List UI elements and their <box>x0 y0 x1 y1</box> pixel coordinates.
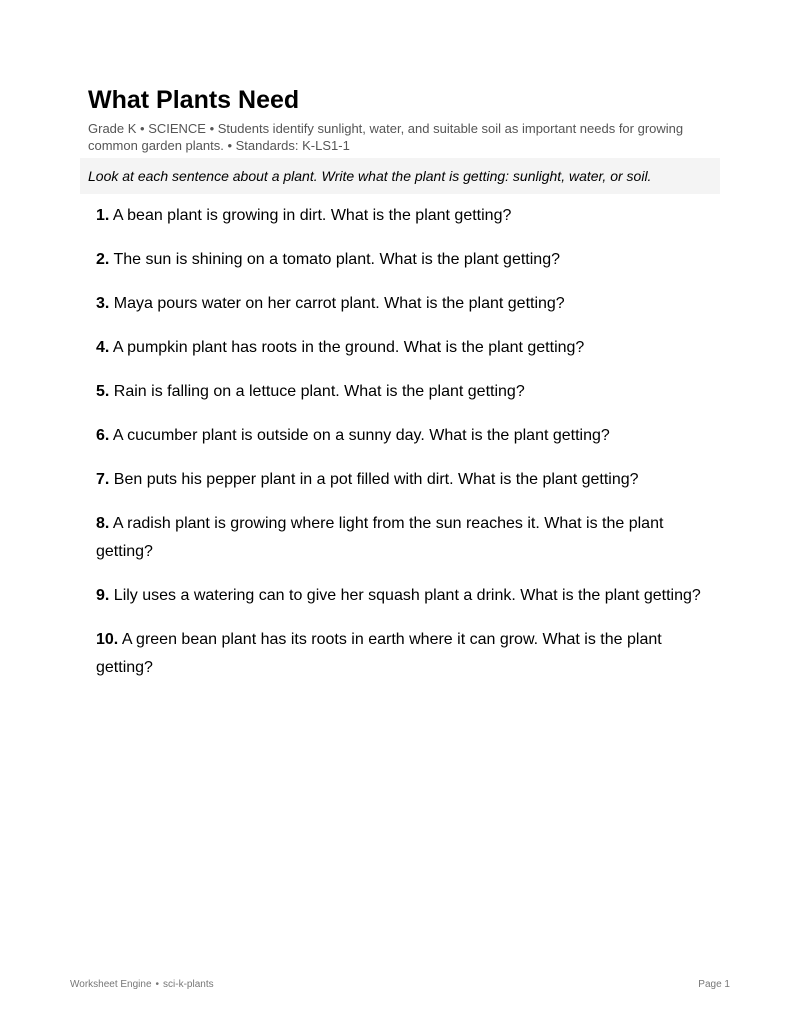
question-number: 1. <box>96 207 110 224</box>
question-number: 9. <box>96 587 110 604</box>
footer-worksheet-id: sci-k-plants <box>163 979 214 990</box>
footer-engine: Worksheet Engine <box>70 979 152 990</box>
instructions-text: Look at each sentence about a plant. Write what the plant is getting: sunlight, water, or soil. <box>88 168 652 184</box>
question-item <box>96 626 721 682</box>
question-text: A bean plant is growing in dirt. What is the plant getting? <box>112 207 512 224</box>
question-item <box>96 582 721 610</box>
question-text: The sun is shining on a tomato plant. What is the plant getting? <box>113 251 560 268</box>
question-number: 10. <box>96 631 119 648</box>
question-number: 5. <box>96 383 110 400</box>
question-text: Rain is falling on a lettuce plant. What is the plant getting? <box>113 383 525 400</box>
question-text: A green bean plant has its roots in earth where it can grow. What is the plant getting? <box>96 631 662 676</box>
question-number: 3. <box>96 295 110 312</box>
question-text: A radish plant is growing where light from the sun reaches it. What is the plant getting? <box>96 515 664 560</box>
question-text: Ben puts his pepper plant in a pot filled with dirt. What is the plant getting? <box>113 471 639 488</box>
question-number: 2. <box>96 251 110 268</box>
question-text: Lily uses a watering can to give her squash plant a drink. What is the plant getting? <box>113 587 701 604</box>
page-title: What Plants Need <box>88 86 300 114</box>
question-item <box>96 510 721 566</box>
question-item <box>96 334 721 362</box>
question-number: 8. <box>96 515 110 532</box>
worksheet-subtitle: Grade K • SCIENCE • Students identify sunlight, water, and suitable soil as important needs for growing common garden plants. • Standards: K-LS1-1 <box>88 121 684 153</box>
instructions-box <box>80 158 720 194</box>
question-item <box>96 290 721 318</box>
question-list <box>96 202 721 698</box>
question-number: 7. <box>96 471 110 488</box>
question-text: A cucumber plant is outside on a sunny day. What is the plant getting? <box>112 427 610 444</box>
question-item <box>96 422 721 450</box>
question-item <box>96 378 721 406</box>
footer-separator: • <box>155 979 160 990</box>
question-item <box>96 202 721 230</box>
question-number: 4. <box>96 339 110 356</box>
question-text: A pumpkin plant has roots in the ground. What is the plant getting? <box>112 339 585 356</box>
question-item <box>96 466 721 494</box>
question-text: Maya pours water on her carrot plant. What is the plant getting? <box>113 295 565 312</box>
footer-source <box>70 978 214 991</box>
question-number: 6. <box>96 427 110 444</box>
question-item <box>96 246 721 274</box>
footer-page-number: Page 1 <box>698 979 730 990</box>
